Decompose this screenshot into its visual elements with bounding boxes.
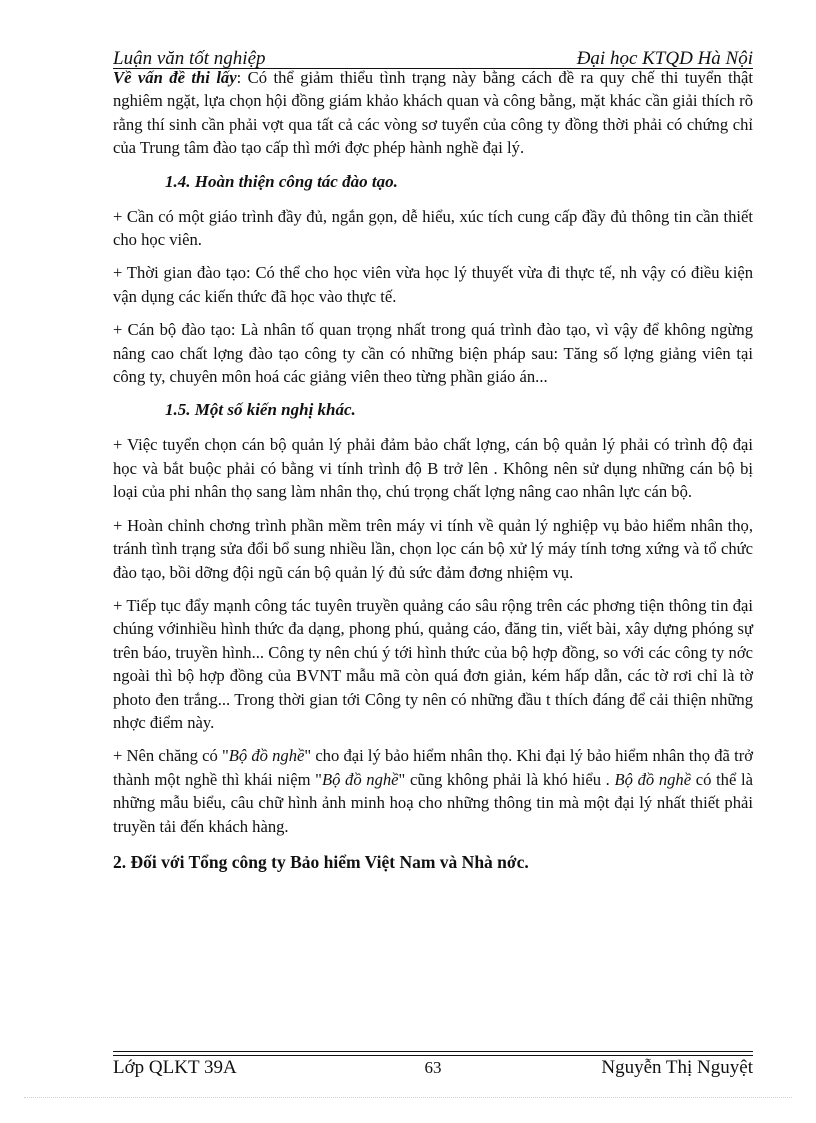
section-heading-1-4: 1.4. Hoàn thiện công tác đào tạo. — [165, 171, 398, 191]
page-number: 63 — [424, 1058, 442, 1077]
p-1-5-d-part-3: " cũng không phải là khó hiểu . — [398, 769, 615, 789]
paragraph-1-5-c: + Tiếp tục đẩy mạnh công tác tuyên truyền quảng cáo sâu rộng trên các phơng tiện thông tin đại chúng vớinhiều hình thức đa dạng, phong phú, quảng cáo, đăng tin, viết bài, xây dựng phóng sự trên báo, truyền hình... Công ty nên chú ý tới hình thức của bộ hợp đồng, so với các công ty nớc ngoài thì bộ hợp đồng của BVNT mẫu mã còn quá đơn giản, kém hấp dẫn, các tờ rơi chỉ là tờ photo đen trắng... Trong thời gian tới Công ty nên có những đầu t thích đáng để cải thiện những nhợc điểm này. — [113, 595, 753, 732]
p-1-5-d-part-4: có thể là những mẫu biểu, câu chữ hình ảnh minh hoạ cho những thông tin mà một đại lý nhất thiết phải truyền tải đến khách hàng. — [113, 769, 753, 836]
document-body — [113, 66, 753, 874]
intro-label: Về vấn đề thi lấy — [113, 68, 237, 87]
paragraph-1-5-b: + Hoàn chỉnh chơng trình phần mềm trên máy vi tính về quản lý nghiệp vụ bảo hiểm nhân thọ, tránh tình trạng sửa đổi bổ sung nhiều lần, chọn lọc cán bộ xử lý máy tính tơng xứng và tổ chức đào tạo, bồi dỡng đội ngũ cán bộ quản lý đủ sức đảm đơng nhiệm vụ. — [113, 515, 753, 582]
page-footer — [113, 1058, 753, 1078]
header-left: Luận văn tốt nghiệp — [113, 50, 266, 68]
page-bottom-edge — [24, 1097, 792, 1098]
paragraph-1-5-d — [113, 744, 753, 838]
paragraph-1-5-a: + Việc tuyển chọn cán bộ quản lý phải đảm bảo chất lợng, cán bộ quản lý phải có trình độ đại học và bắt buộc phải có bằng vi tính trình độ B trở lên . Không nên sử dụng những cán bộ bị loại của phi nhân thọ sang làm nhân thọ, chú trọng chất lợng nâng cao nhân lực cán bộ. — [113, 435, 753, 502]
section-heading-1-5: 1.5. Một số kiến nghị khác. — [165, 400, 356, 420]
p-1-5-d-part-2: " cho đại lý bảo hiểm nhân thọ. Khi đại lý bảo hiểm nhân thọ đã trở thành một nghề thì khái niệm " — [113, 746, 753, 789]
intro-paragraph — [113, 66, 753, 160]
footer-author: Nguyễn Thị Nguyệt — [601, 1057, 753, 1078]
bo-do-nghe-term-3: Bộ đồ nghề — [614, 769, 692, 789]
bo-do-nghe-term-1: Bộ đồ nghề — [228, 746, 305, 766]
paragraph-1-4-a: + Cần có một giáo trình đầy đủ, ngắn gọn, dễ hiểu, xúc tích cung cấp đầy đủ thông tin cần thiết cho học viên. — [113, 206, 753, 250]
paragraph-1-4-c: + Cán bộ đào tạo: Là nhân tố quan trọng nhất trong quá trình đào tạo, vì vậy để không ngừng nâng cao chất lợng đào tạo công ty cần có những biện pháp sau: Tăng số lợng giảng viên tại công ty, chuyên môn hoá các giảng viên theo từng phần giáo án... — [113, 320, 753, 387]
section-heading-2: 2. Đối với Tổng công ty Bảo hiểm Việt Nam và Nhà nớc. — [113, 851, 529, 872]
intro-text: : Có thể giảm thiểu tình trạng này bằng cách đề ra quy chế thi tuyển thật nghiêm ngặt, lựa chọn hội đồng giám khảo khách quan và công bằng, mặt khác cần giải thích rõ rằng thí sinh cần phải vợt qua tất cả các vòng sơ tuyển của công ty đồng thời phải có chứng chỉ của Trung tâm đào tạo cấp thì mới đợc phép hành nghề đại lý. — [113, 68, 753, 158]
footer-rule-bottom — [113, 1055, 753, 1056]
paragraph-1-4-b: + Thời gian đào tạo: Có thể cho học viên vừa học lý thuyết vừa đi thực tế, nh vậy có điều kiện vận dụng các kiến thức đã học vào thực tế. — [113, 263, 753, 306]
footer-rule-top — [113, 1051, 753, 1052]
header-right: Đại học KTQD Hà Nội — [576, 50, 753, 68]
p-1-5-d-part-1: + Nên chăng có " — [113, 746, 229, 766]
bo-do-nghe-term-2: Bộ đồ nghề — [321, 769, 399, 789]
footer-class: Lớp QLKT 39A — [113, 1057, 237, 1078]
